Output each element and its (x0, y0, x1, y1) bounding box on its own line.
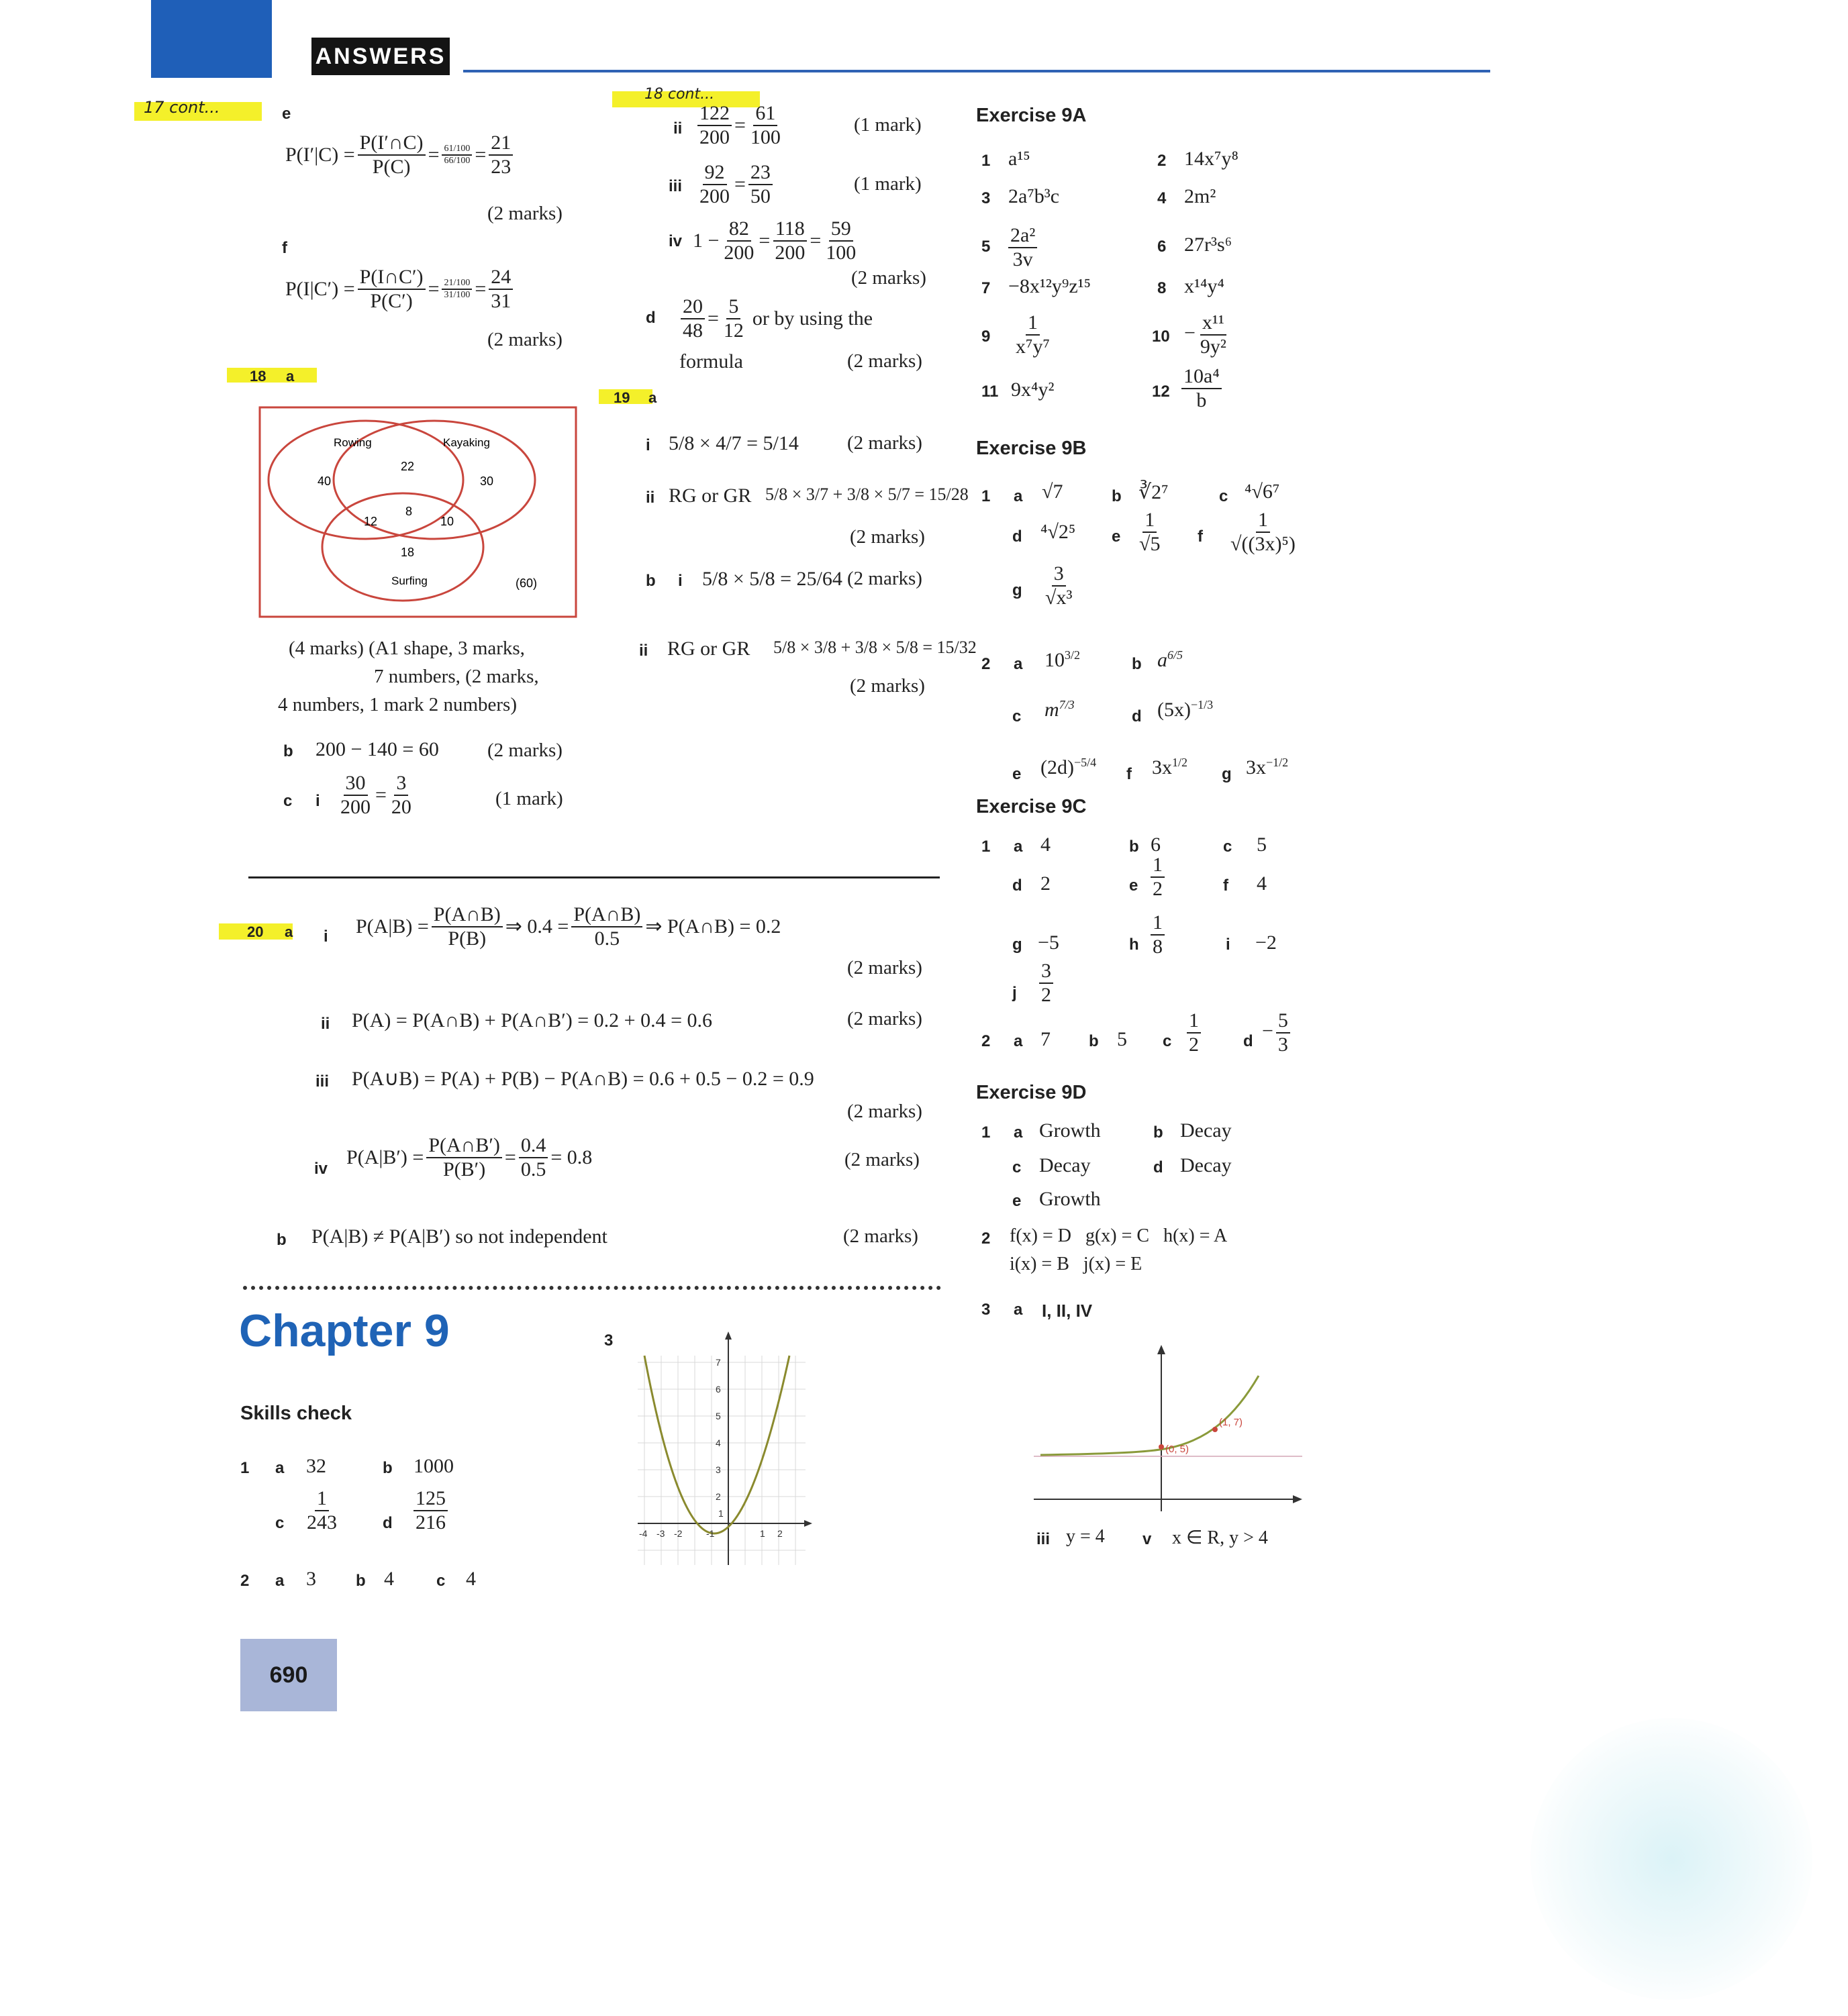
col2-ii-answer: $\frac{122}{200}$ = $\frac{61}{100}$ (695, 102, 785, 148)
header-rule (463, 70, 1490, 72)
ex9d-q1c-value: Decay (1039, 1154, 1091, 1176)
ex9d-q2-line1: f(x) = D g(x) = C h(x) = A (1010, 1225, 1228, 1246)
ex9b-q2g-value: $3x^{-1/2}$ (1246, 756, 1289, 778)
q18c-answer: $\frac{30}{200}$ = $\frac{3}{20}$ (340, 772, 411, 818)
num: P(I′∩C) (358, 132, 426, 156)
exponential-curve (1040, 1376, 1259, 1455)
ex9c-q1d-value: 2 (1040, 872, 1051, 895)
num: P(I∩C′) (358, 266, 426, 290)
skills-q2-number: 2 (240, 1572, 250, 1590)
q20-part-a: a (285, 923, 293, 940)
point-label: (1, 7) (1219, 1417, 1243, 1428)
ex9d-q1e-value: Growth (1039, 1188, 1101, 1210)
ex9b-q2g-label: g (1222, 765, 1232, 783)
skills-check-heading: Skills check (240, 1403, 352, 1424)
venn-diagram (258, 406, 577, 618)
q20-iii-label: iii (315, 1072, 330, 1091)
point-label: (0, 5) (1165, 1444, 1189, 1455)
col2-d-answer: $\frac{20}{48}$ = $\frac{5}{12}$ or by using the (678, 295, 873, 342)
q18c-label: c (283, 792, 293, 810)
skills-q2b-label: b (356, 1572, 366, 1590)
ex9c-q2b-label: b (1089, 1032, 1099, 1050)
ex9d-q3iii-label: iii (1036, 1530, 1051, 1548)
q20-b-marks: (2 marks) (843, 1225, 918, 1247)
ex9d-q1d-label: d (1153, 1158, 1163, 1176)
ex9c-q2d-label: d (1243, 1032, 1253, 1050)
ex9a-row: 7 −8x¹²y⁹z¹⁵ 8 x¹⁴y⁴ (981, 275, 1224, 297)
ex9b-q1e-value: $\frac{1}{√5}$ (1139, 509, 1161, 555)
q20-i-marks: (2 marks) (847, 957, 922, 978)
q20-iii-answer: P(A∪B) = P(A) + P(B) − P(A∩B) = 0.6 + 0.5 − 0.2 = 0.9 (352, 1068, 814, 1090)
ex9a-row: 9 $\frac{1}{\text{x⁷y⁷}}$ 10 − $\frac{\text{x¹¹}}{\text{9y²}}$ (981, 311, 1226, 358)
q20-ii-answer: P(A) = P(A∩B) + P(A∩B′) = 0.2 + 0.4 = 0.6 (352, 1009, 712, 1031)
y-tick: 6 (716, 1384, 721, 1395)
q19-aii-expr: 5/8 × 3/7 + 3/8 × 5/7 = 15/28 (765, 485, 969, 504)
header-blue-tab (151, 0, 272, 78)
x-tick: 1 (760, 1528, 765, 1539)
ex9b-q1d-label: d (1012, 527, 1022, 546)
ex9c-q1d-label: d (1012, 876, 1022, 895)
q19-part-a: a (648, 389, 657, 406)
skills-q2c-value: 4 (466, 1568, 476, 1590)
marks-17f: (2 marks) (487, 329, 563, 350)
ex9a-row: 11 9x⁴y² 12 $\frac{\text{10a⁴}}{b}$ (981, 369, 1270, 416)
ex9c-q1h-value: $\frac{1}{8}$ (1148, 911, 1167, 958)
y-axis-arrow (1157, 1345, 1165, 1354)
venn-label-kayaking: Kayaking (443, 436, 490, 449)
ex9d-q1d-value: Decay (1180, 1154, 1232, 1176)
label-17-cont: 17 cont... (144, 98, 220, 117)
ex9b-q2c-value: $m^{7/3}$ (1044, 698, 1075, 721)
x-tick: -3 (656, 1528, 665, 1539)
q18-part-a: a (286, 368, 295, 385)
col2-iii-answer: $\frac{92}{200}$ = $\frac{23}{50}$ (695, 161, 775, 207)
exponential-svg (1034, 1335, 1316, 1517)
skills-q2a-value: 3 (306, 1568, 316, 1590)
venn-value: 8 (405, 505, 413, 518)
x-axis-arrow (1293, 1495, 1302, 1503)
col2-ii-label: ii (673, 119, 683, 138)
col2-d-marks: (2 marks) (847, 350, 922, 372)
skills-q1d-label: d (383, 1514, 393, 1532)
ex9a-row: 1 a¹⁵ 2 14x⁷y⁸ (981, 148, 1238, 170)
col2-d-formula: formula (679, 350, 743, 372)
ex9b-q2d-value: $(5x)^{-1/3}$ (1157, 698, 1214, 721)
ex9b-heading: Exercise 9B (976, 438, 1087, 459)
venn-label-surfing: Surfing (391, 574, 428, 587)
skills-q1a-value: 32 (306, 1455, 326, 1477)
ex9b-q1a-label: a (1014, 487, 1023, 505)
ex9b-q2a-label: a (1014, 655, 1023, 673)
ex9b-q1g-label: g (1012, 581, 1022, 599)
ex9d-q1b-label: b (1153, 1123, 1163, 1142)
q19-bi-expr: 5/8 × 5/8 = 25/64 (702, 568, 842, 590)
ex9b-q2b-label: b (1132, 655, 1142, 673)
ex9b-q1c-label: c (1219, 487, 1228, 505)
ex9c-q1e-value: $\frac{1}{2}$ (1148, 854, 1167, 900)
ex9c-q1i-value: −2 (1255, 931, 1277, 954)
skills-q1c-value: $\frac{1}{243}$ (307, 1487, 337, 1533)
col2-ii-marks: (1 mark) (854, 114, 922, 136)
q19-aii-label: ii (646, 489, 655, 507)
ex9b-q1-number: 1 (981, 487, 991, 505)
ex9b-q1c-value: ⁴√6⁷ (1245, 481, 1280, 503)
ex9d-q2-line2: i(x) = B j(x) = E (1010, 1254, 1142, 1274)
venn-value: 12 (364, 515, 378, 528)
ex9b-q2-number: 2 (981, 655, 991, 673)
q19-ai-marks: (2 marks) (847, 432, 922, 454)
venn-value: 22 (401, 460, 415, 473)
col2-d-label: d (646, 309, 656, 327)
q18-number: 18 (250, 368, 266, 385)
q19-bii-marks: (2 marks) (850, 675, 925, 697)
ex9c-q2-number: 2 (981, 1032, 991, 1050)
answer-17e: P(I′|C) = $\frac{P(I'\cap C)}{P(C)}$ = $\frac{61/100}{66/100}$ = $\frac{21}{23}$ (285, 132, 516, 178)
x-tick: -4 (639, 1528, 648, 1539)
ex9b-q1f-label: f (1198, 527, 1203, 546)
ex9d-q3a-value: I, II, IV (1042, 1301, 1093, 1321)
col2-iii-label: iii (669, 177, 683, 195)
q18b-answer: 200 − 140 = 60 (315, 738, 439, 760)
ex9d-q3a-label: a (1014, 1301, 1023, 1319)
q20-iii-marks: (2 marks) (847, 1101, 922, 1122)
skills-q1b-value: 1000 (414, 1455, 454, 1477)
ex9c-q1a-label: a (1014, 838, 1023, 856)
ex9c-q1g-label: g (1012, 936, 1022, 954)
ex9b-q2b-value: $a^{6/5}$ (1157, 648, 1183, 671)
ex9c-q1b-label: b (1129, 838, 1139, 856)
result-num: 24 (489, 266, 513, 290)
y-tick: 4 (716, 1438, 721, 1448)
ex9c-q1f-value: 4 (1257, 872, 1267, 895)
ex9b-q2e-label: e (1012, 765, 1022, 783)
ex9b-q2e-value: $(2d)^{-5/4}$ (1040, 756, 1097, 778)
venn-label-rowing: Rowing (334, 436, 372, 449)
venn-marks-2: 7 numbers, (2 marks, (374, 666, 539, 687)
ex9c-q1c-label: c (1223, 838, 1232, 856)
ex9c-q1f-label: f (1223, 876, 1228, 895)
venn-value: 18 (401, 546, 415, 559)
col2-iv-answer: 1 − $\frac{82}{200}$ = $\frac{118}{200}$ = $\frac{59}{100}$ (693, 217, 857, 264)
ex9d-q1-number: 1 (981, 1123, 991, 1142)
result-den: 31 (491, 289, 512, 312)
skills-q2c-label: c (436, 1572, 446, 1590)
q19-bi-marks: (2 marks) (847, 568, 922, 589)
y-tick: 7 (716, 1357, 721, 1368)
result-num: 21 (489, 132, 513, 156)
point-marker (1212, 1427, 1218, 1432)
ex9b-q1a-value: √7 (1042, 481, 1063, 503)
col2-iv-marks: (2 marks) (851, 267, 926, 289)
q20-i-answer: P(A|B) = $\frac{P(A\cap B)}{P(B)}$ ⇒ 0.4 = $\frac{P(A\cap B)}{0.5}$ ⇒ P(A∩B) = 0.2 (356, 903, 781, 950)
q20-iv-label: iv (314, 1160, 328, 1178)
small-num: 61/100 (442, 144, 472, 156)
x-tick: -1 (706, 1528, 715, 1539)
q20-number: 20 (247, 923, 264, 940)
ex9c-q2c-value: $\frac{1}{2}$ (1184, 1009, 1204, 1056)
scan-smudge (1530, 1718, 1812, 2000)
ex9c-q1a-value: 4 (1040, 834, 1051, 856)
small-den: 66/100 (444, 155, 471, 166)
ex9d-q3iii-value: y = 4 (1066, 1526, 1105, 1547)
ex9c-q2c-label: c (1163, 1032, 1172, 1050)
ex9d-q1b-value: Decay (1180, 1119, 1232, 1142)
point-marker (1159, 1444, 1164, 1450)
y-tick: 5 (716, 1411, 721, 1421)
chapter-dotted-rule (243, 1286, 941, 1290)
parabola-graph (631, 1322, 819, 1570)
ex9a-row: 5 $\frac{\text{2a²}}{3v}$ 6 27r³s⁶ (981, 224, 1232, 270)
q18b-label: b (283, 742, 293, 760)
venn-marks-3: 4 numbers, 1 mark 2 numbers) (278, 694, 517, 715)
ex9c-q1-number: 1 (981, 838, 991, 856)
q18b-marks: (2 marks) (487, 740, 563, 761)
x-tick: -2 (674, 1528, 683, 1539)
q20-iv-marks: (2 marks) (844, 1149, 920, 1170)
ex9d-q3v-label: v (1142, 1530, 1152, 1548)
part-f-label: f (282, 239, 287, 257)
y-axis-arrow (725, 1331, 732, 1340)
ex9b-q2a-value: $10^{3/2}$ (1044, 648, 1081, 671)
ex9b-q2c-label: c (1012, 707, 1022, 725)
x-tick: 2 (777, 1528, 783, 1539)
ex9b-q1e-label: e (1112, 527, 1121, 546)
ex9d-q1a-label: a (1014, 1123, 1023, 1142)
ex9b-q1b-value: ∛2⁷ (1138, 481, 1169, 503)
lhs: P(I′|C) = (285, 143, 355, 166)
parabola-svg (631, 1322, 819, 1570)
venn-value: (60) (516, 576, 538, 590)
ex9d-q1a-value: Growth (1039, 1119, 1101, 1142)
q20-ii-marks: (2 marks) (847, 1008, 922, 1029)
q19-ai-answer: 5/8 × 4/7 = 5/14 (669, 432, 799, 454)
venn-value: 40 (318, 474, 332, 488)
q20-b-answer: P(A|B) ≠ P(A|B′) so not independent (311, 1225, 607, 1248)
marks-17e: (2 marks) (487, 203, 563, 224)
skills-q1-number: 1 (240, 1459, 250, 1477)
ex9d-q3v-value: x ∈ R, y > 4 (1172, 1527, 1268, 1548)
ex9d-q2-number: 2 (981, 1229, 991, 1248)
x-axis-arrow (804, 1520, 812, 1527)
ex9c-q2a-label: a (1014, 1032, 1023, 1050)
y-tick: 3 (716, 1464, 721, 1475)
skills-q3-number: 3 (604, 1331, 614, 1350)
ex9c-q1j-value: $\frac{3}{2}$ (1036, 960, 1056, 1006)
y-tick: 1 (718, 1508, 724, 1519)
small-den: 31/100 (444, 289, 471, 300)
q19-bii-expr: 5/8 × 3/8 + 3/8 × 5/8 = 15/32 (773, 638, 977, 657)
ex9a-row: 3 2a⁷b³c 4 2m² (981, 185, 1216, 207)
ex9c-q1j-label: j (1012, 984, 1017, 1002)
ex9a-heading: Exercise 9A (976, 105, 1087, 126)
ex9b-q1b-label: b (1112, 487, 1122, 505)
ex9c-q1h-label: h (1129, 936, 1139, 954)
label-18-cont: 18 cont... (644, 86, 715, 103)
lhs: P(I|C′) = (285, 277, 355, 300)
den: P(C′) (370, 289, 413, 312)
small-num: 21/100 (442, 278, 472, 290)
col2-iv-label: iv (669, 232, 683, 250)
chapter-title: Chapter 9 (239, 1305, 450, 1356)
venn-svg (258, 406, 577, 618)
q19-bii-label: ii (639, 642, 648, 660)
venn-marks-1: (4 marks) (A1 shape, 3 marks, (289, 638, 525, 659)
ex9c-q2b-value: 5 (1117, 1028, 1127, 1050)
ex9b-q1f-value: $\frac{1}{\text{√((3x)⁵)}}$ (1230, 509, 1296, 555)
ex9c-q1c-value: 5 (1257, 834, 1267, 856)
q20-iv-answer: P(A|B′) = $\frac{P(A\cap B')}{P(B')}$ = $\frac{0.4}{0.5}$ = 0.8 (346, 1134, 593, 1180)
ex9c-q2d-value: − $\frac{5}{3}$ (1262, 1009, 1293, 1056)
ex9a-list (981, 145, 1270, 416)
skills-q1c-label: c (275, 1514, 285, 1532)
ex9b-q2f-value: $3x^{1/2}$ (1152, 756, 1188, 778)
ex9c-q1b-value: 6 (1151, 834, 1161, 856)
ex9c-heading: Exercise 9C (976, 796, 1087, 817)
header-title: ANSWERS (311, 38, 450, 75)
q19-bi-label: i (678, 572, 683, 590)
ex9b-q2f-label: f (1126, 765, 1132, 783)
skills-q1d-value: $\frac{125}{216}$ (411, 1487, 450, 1533)
exponential-graph (1034, 1335, 1316, 1517)
result-den: 23 (491, 155, 512, 178)
ex9c-q1g-value: −5 (1038, 931, 1059, 954)
page-number: 690 (269, 1662, 308, 1688)
q19-ai-label: i (646, 436, 650, 454)
venn-value: 30 (480, 474, 494, 488)
ex9c-q1e-label: e (1129, 876, 1138, 895)
q19-number: 19 (614, 389, 630, 406)
section-rule (248, 876, 940, 878)
q20-ii-label: ii (321, 1015, 330, 1033)
ex9b-q1d-value: ⁴√2⁵ (1040, 521, 1076, 543)
part-e-label: e (282, 105, 291, 123)
q18c-marks: (1 mark) (495, 788, 563, 809)
ex9b-q2d-label: d (1132, 707, 1142, 725)
q19-aii-marks: (2 marks) (850, 526, 925, 548)
q19-aii-text: RG or GR (669, 485, 752, 507)
venn-value: 10 (440, 515, 454, 528)
skills-q2a-label: a (275, 1572, 285, 1590)
highlight-18 (227, 368, 317, 383)
ex9b-q1g-value: $\frac{3}{\text{√x³}}$ (1045, 562, 1073, 609)
skills-q2b-value: 4 (384, 1568, 394, 1590)
answer-17f: P(I|C′) = $\frac{P(I\cap C')}{P(C')}$ = $\frac{21/100}{31/100}$ = $\frac{24}{31}$ (285, 266, 516, 312)
ex9d-q1e-label: e (1012, 1192, 1022, 1210)
q19-bii-text: RG or GR (667, 638, 750, 660)
ex9c-q2a-value: 7 (1040, 1028, 1051, 1050)
q19-b-label: b (646, 572, 656, 590)
skills-q1b-label: b (383, 1459, 393, 1477)
ex9d-heading: Exercise 9D (976, 1082, 1087, 1103)
ex9d-q1c-label: c (1012, 1158, 1022, 1176)
ex9c-q1i-label: i (1226, 936, 1230, 954)
col2-iii-marks: (1 mark) (854, 173, 922, 195)
skills-q1a-label: a (275, 1459, 285, 1477)
ex9d-q3-number: 3 (981, 1301, 991, 1319)
page-number-box (240, 1639, 337, 1711)
q20-b-label: b (277, 1231, 287, 1249)
q18c-sub: i (315, 792, 320, 810)
den: P(C) (372, 155, 411, 178)
y-tick: 2 (716, 1491, 721, 1502)
q20-i-label: i (324, 927, 328, 946)
